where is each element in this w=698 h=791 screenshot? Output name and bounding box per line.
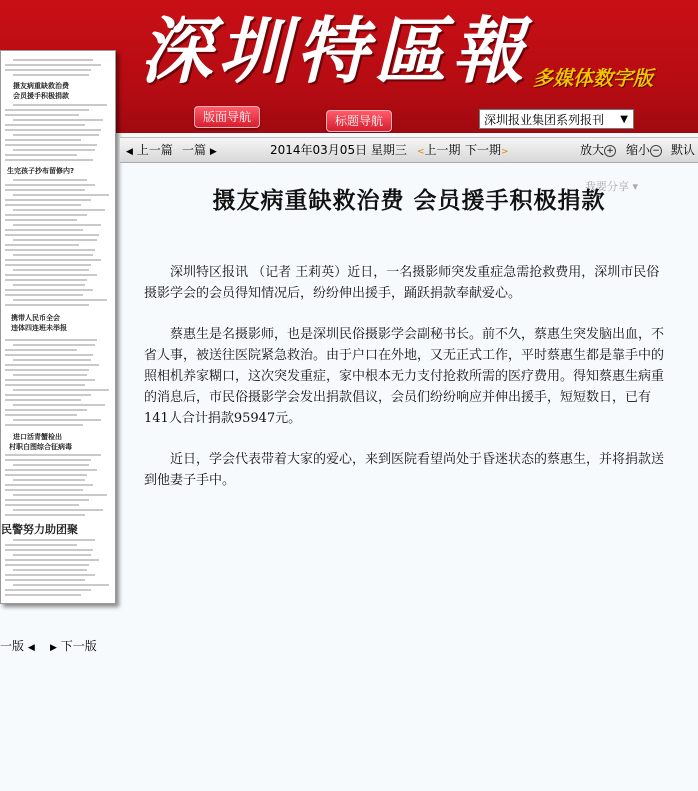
thumb-text-line bbox=[5, 504, 79, 506]
thumb-text-line bbox=[5, 249, 95, 251]
thumb-text-line bbox=[5, 349, 77, 351]
thumb-text-line bbox=[5, 234, 99, 236]
thumb-text-line bbox=[13, 149, 95, 151]
thumb-text-line bbox=[5, 559, 99, 561]
newspaper-logo: 深圳特區報 bbox=[140, 8, 531, 93]
page-nav-button[interactable]: 版面导航 bbox=[194, 106, 260, 128]
thumb-text-line bbox=[5, 579, 85, 581]
page-nav bbox=[0, 637, 97, 654]
thumb-text-line bbox=[5, 474, 87, 476]
article-paragraph: 近日，学会代表带着大家的爱心，来到医院看望尚处于昏迷状态的蔡惠生，并将捐款送到他妻子手中。 bbox=[144, 452, 665, 488]
thumb-text-line bbox=[5, 489, 83, 491]
thumb-headline: 生完孩子抄布留修内? bbox=[7, 167, 75, 175]
thumb-text-line bbox=[5, 499, 89, 501]
thumb-text-line bbox=[5, 279, 87, 281]
thumb-text-line bbox=[5, 514, 85, 516]
next-page-link[interactable]: ▶ 下一版 bbox=[50, 639, 97, 653]
thumb-text-line bbox=[13, 59, 93, 61]
next-issue-link[interactable]: 下一期> bbox=[465, 143, 509, 157]
title-nav-button[interactable]: 标题导航 bbox=[326, 110, 392, 132]
thumb-text-line bbox=[13, 584, 109, 586]
thumb-text-line bbox=[13, 104, 107, 106]
next-article-link[interactable]: 一篇 ▶ bbox=[182, 143, 217, 157]
thumb-text-line bbox=[5, 69, 91, 71]
thumb-big-headline: 民警努力助团聚 bbox=[1, 523, 78, 536]
thumb-text-line bbox=[13, 254, 93, 256]
thumb-text-line bbox=[5, 384, 85, 386]
prev-page-link[interactable]: 一版 ◀ bbox=[0, 639, 35, 653]
newspaper-group-select[interactable] bbox=[479, 109, 634, 129]
thumb-text-line bbox=[5, 204, 81, 206]
thumb-headline: 违体四连班未举报 bbox=[11, 324, 67, 332]
thumb-text-line bbox=[13, 284, 85, 286]
plus-icon: + bbox=[604, 145, 616, 157]
thumb-text-line bbox=[13, 479, 85, 481]
zoom-in-button[interactable]: 放大 + bbox=[580, 138, 616, 162]
issue-date: 2014年03月05日 星期三 bbox=[270, 143, 407, 157]
group-select-value: 深圳报业集团系列报刊 bbox=[484, 113, 605, 127]
thumb-text-line bbox=[5, 304, 89, 306]
thumb-headline: 进口活青蟹检出 bbox=[13, 433, 62, 441]
thumb-text-line bbox=[5, 574, 95, 576]
thumb-text-line bbox=[5, 64, 101, 66]
prev-issue-link[interactable]: <上一期 bbox=[417, 143, 461, 157]
thumb-text-line bbox=[5, 229, 83, 231]
thumb-text-line bbox=[5, 424, 83, 426]
thumb-text-line bbox=[13, 359, 91, 361]
thumb-text-line bbox=[5, 114, 79, 116]
thumb-text-line bbox=[5, 154, 77, 156]
thumb-text-line bbox=[5, 394, 91, 396]
thumb-text-line bbox=[5, 289, 93, 291]
thumb-text-line bbox=[13, 494, 107, 496]
thumb-text-line bbox=[13, 239, 97, 241]
thumb-text-line bbox=[13, 299, 107, 301]
thumb-text-line bbox=[5, 159, 93, 161]
thumb-text-line bbox=[13, 464, 89, 466]
thumb-text-line bbox=[5, 214, 87, 216]
thumb-text-line bbox=[5, 139, 81, 141]
thumb-text-line bbox=[13, 119, 103, 121]
thumb-text-line bbox=[5, 124, 85, 126]
thumb-text-line bbox=[13, 179, 87, 181]
thumb-headline: 会员援手积极捐款 bbox=[13, 92, 69, 100]
thumb-text-line bbox=[5, 379, 95, 381]
thumb-headline: 摄友病重缺救治费 bbox=[13, 82, 69, 90]
thumb-text-line bbox=[5, 484, 93, 486]
thumb-text-line bbox=[13, 224, 101, 226]
thumb-text-line bbox=[5, 339, 97, 341]
thumb-headline: 村职白图综合征病毒 bbox=[9, 443, 72, 451]
article-title: 摄友病重缺救治费 会员援手积极捐款 bbox=[212, 187, 606, 214]
thumb-text-line bbox=[5, 454, 101, 456]
thumb-text-line bbox=[5, 549, 93, 551]
article-paragraph: 蔡惠生是名摄影师，也是深圳民俗摄影学会副秘书长。前不久，蔡惠生突发脑出血，不省人事，被送往医院紧急救治。由于户口在外地，又无正式工作，平时蔡惠生都是靠手中的照相机养家糊口，这次突发重症，家中根本无力支付抢救所需的医疗费用。得知蔡惠生病重的消息后，市民俗摄影学会发出捐款倡议，会员们纷纷响应并伸出援手，短短数日，已有141人合计捐款95947元。 bbox=[144, 327, 665, 426]
thumb-text-line bbox=[5, 469, 97, 471]
thumb-text-line bbox=[5, 399, 81, 401]
thumb-text-line bbox=[5, 364, 99, 366]
thumb-text-line bbox=[13, 209, 105, 211]
thumb-text-line bbox=[5, 259, 101, 261]
thumb-text-line bbox=[5, 369, 89, 371]
page-thumbnail[interactable] bbox=[0, 50, 116, 604]
thumb-text-line bbox=[5, 414, 77, 416]
thumb-text-line bbox=[13, 74, 89, 76]
thumb-text-line bbox=[13, 419, 101, 421]
thumb-text-line bbox=[5, 354, 93, 356]
prev-article-link[interactable]: ◀ 上一篇 bbox=[126, 143, 173, 157]
thumb-text-line bbox=[5, 459, 91, 461]
article-body bbox=[144, 262, 672, 511]
thumb-text-line bbox=[5, 564, 89, 566]
thumb-text-line bbox=[5, 219, 77, 221]
article-toolbar bbox=[120, 137, 698, 163]
thumb-text-line bbox=[13, 554, 91, 556]
edition-tag: 多媒体数字版 bbox=[533, 66, 653, 90]
thumb-text-line bbox=[13, 404, 105, 406]
thumb-text-line bbox=[13, 374, 87, 376]
thumb-text-line bbox=[13, 269, 89, 271]
thumb-text-line bbox=[5, 184, 95, 186]
thumb-text-line bbox=[5, 409, 87, 411]
thumb-text-line bbox=[13, 134, 99, 136]
thumb-text-line bbox=[13, 509, 103, 511]
thumb-text-line bbox=[5, 199, 91, 201]
default-zoom-button[interactable]: 默认 bbox=[671, 143, 696, 157]
thumb-text-line bbox=[13, 569, 87, 571]
article-content bbox=[120, 162, 698, 791]
thumb-text-line bbox=[5, 109, 89, 111]
thumb-headline: 携带人民币全会 bbox=[11, 314, 60, 322]
share-button[interactable]: 我要分享 ▾ bbox=[585, 180, 639, 193]
thumb-text-line bbox=[5, 544, 77, 546]
minus-icon: − bbox=[650, 145, 662, 157]
thumb-text-line bbox=[5, 189, 85, 191]
thumb-text-line bbox=[5, 144, 97, 146]
thumb-text-line bbox=[13, 389, 109, 391]
thumb-text-line bbox=[13, 539, 95, 541]
zoom-out-button[interactable]: 缩小 − bbox=[626, 138, 662, 162]
thumb-text-line bbox=[5, 264, 91, 266]
thumb-text-line bbox=[5, 274, 97, 276]
thumb-text-line bbox=[5, 594, 81, 596]
thumb-text-line bbox=[5, 129, 101, 131]
thumb-text-line bbox=[13, 194, 109, 196]
thumb-text-line bbox=[5, 244, 79, 246]
thumb-text-line bbox=[13, 344, 95, 346]
thumb-text-line bbox=[5, 294, 83, 296]
article-paragraph: 深圳特区报讯 （记者 王莉英）近日，一名摄影师突发重症急需抢救费用，深圳市民俗摄影学会的会员得知情况后，纷纷伸出援手，踊跃捐款奉献爱心。 bbox=[144, 265, 660, 301]
chevron-down-icon: ▼ bbox=[620, 114, 628, 125]
thumb-text-line bbox=[5, 589, 91, 591]
